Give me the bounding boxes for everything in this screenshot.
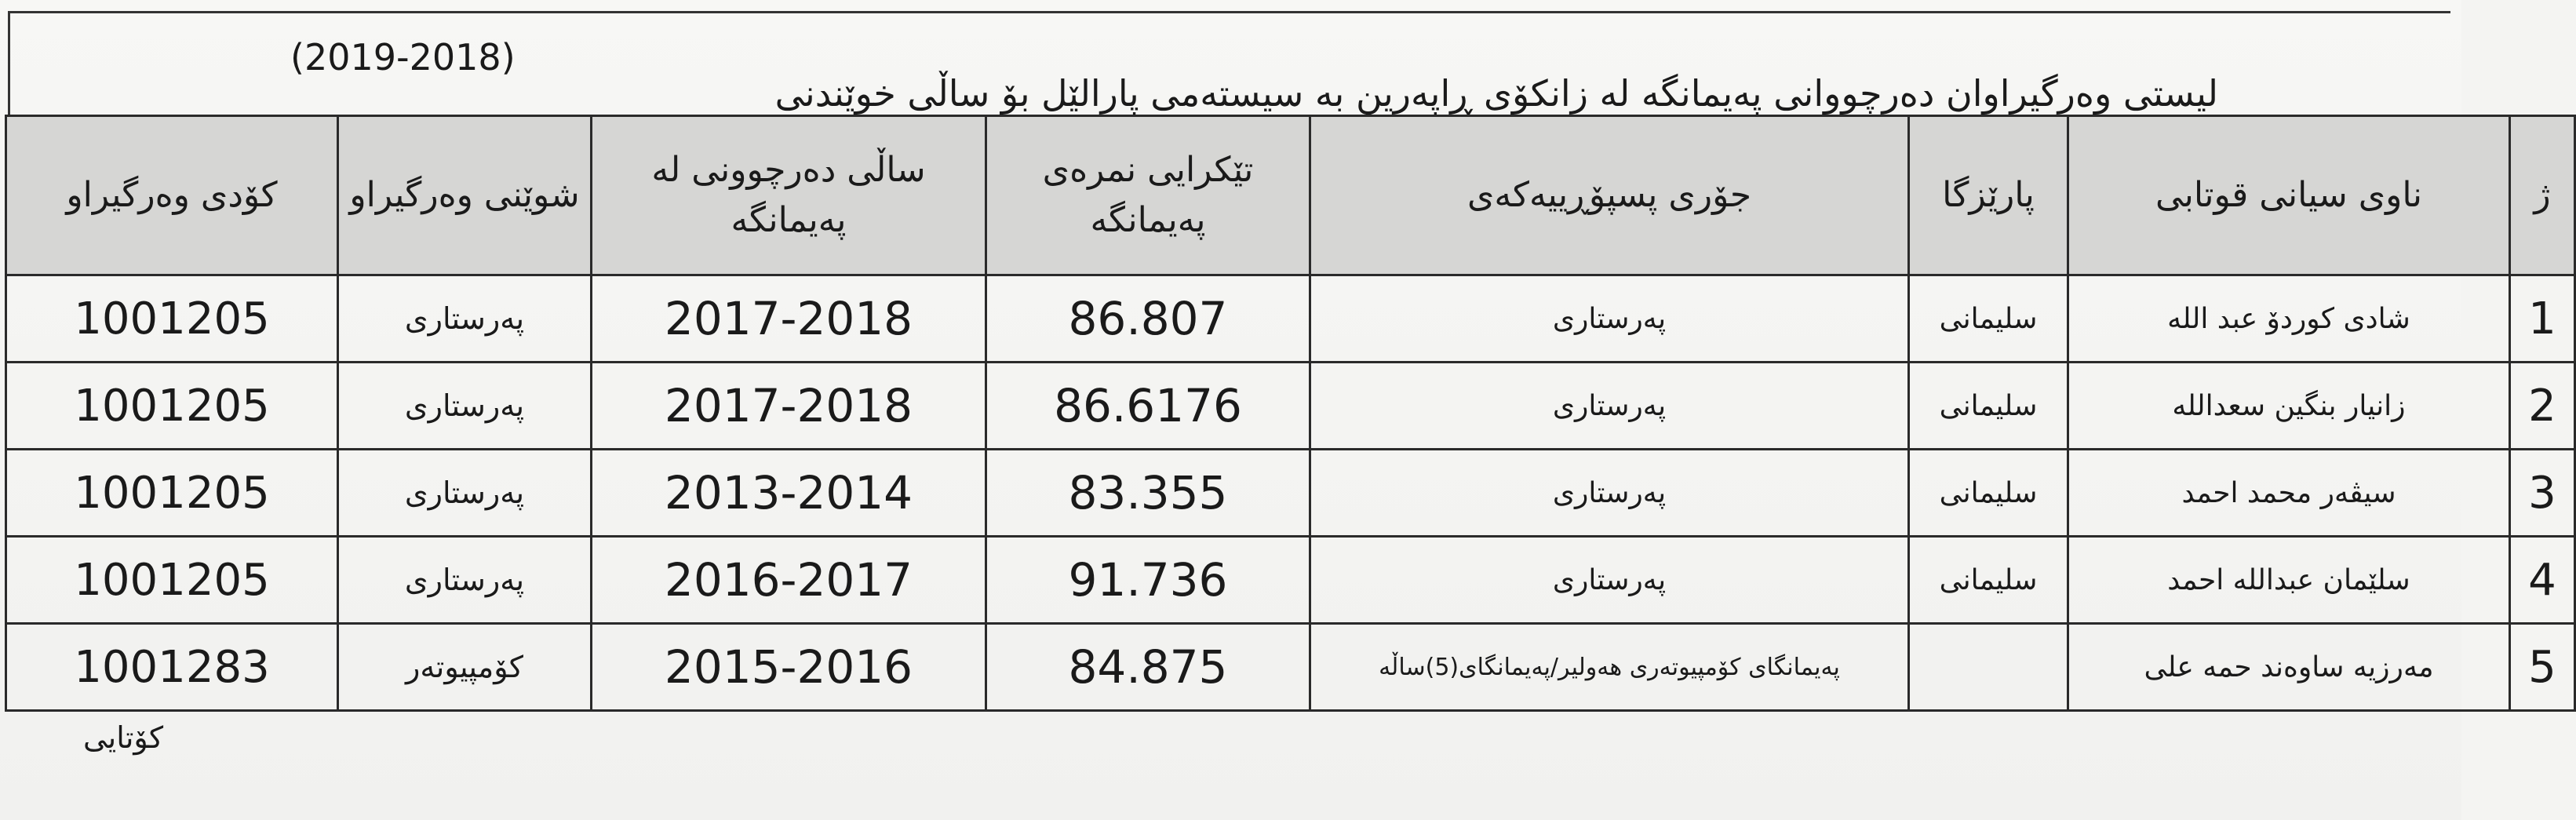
cell-placement: پەرستاری [338, 275, 592, 363]
cell-province: سلیمانی [1909, 537, 2068, 624]
cell-province: سلیمانی [1909, 450, 2068, 537]
table-row [6, 275, 2575, 363]
document-title: لیستی وەرگیراوان دەرچووانی پەیمانگە لە زانکۆی ڕاپەرین بە سیستەمی پارالێل بۆ ساڵی خوێندنی [774, 72, 2218, 115]
cell-number: 3 [2510, 450, 2575, 537]
header-code: کۆدی وەرگیراو [6, 116, 338, 275]
cell-province: سلیمانی [1909, 363, 2068, 450]
cell-code: 1001205 [6, 275, 338, 363]
cell-specialty: پەرستاری [1310, 275, 1909, 363]
header-specialty: جۆری پسپۆڕییەکەی [1310, 116, 1909, 275]
cell-placement: پەرستاری [338, 450, 592, 537]
cell-student-name: سیڤەر محمد احمد [2068, 450, 2510, 537]
cell-specialty: پەرستاری [1310, 537, 1909, 624]
cell-code: 1001283 [6, 624, 338, 711]
cell-number: 4 [2510, 537, 2575, 624]
cell-grade: 86.6176 [986, 363, 1310, 450]
table-header-row [6, 116, 2575, 275]
table-row [6, 537, 2575, 624]
header-placement: شوێنی وەرگیراو [338, 116, 592, 275]
cell-number: 2 [2510, 363, 2575, 450]
header-province: پارێزگا [1909, 116, 2068, 275]
cell-student-name: زانیار بنگین سعدالله [2068, 363, 2510, 450]
cell-specialty: پەرستاری [1310, 363, 1909, 450]
cell-graduation-year: 2017-2018 [592, 363, 986, 450]
cell-number: 5 [2510, 624, 2575, 711]
cell-placement: پەرستاری [338, 537, 592, 624]
cell-number: 1 [2510, 275, 2575, 363]
cell-student-name: شادی کوردۆ عبد الله [2068, 275, 2510, 363]
cell-graduation-year: 2017-2018 [592, 275, 986, 363]
table-row [6, 450, 2575, 537]
end-note: کۆتایی [83, 720, 164, 755]
cell-code: 1001205 [6, 450, 338, 537]
cell-placement: کۆمپیوتەر [338, 624, 592, 711]
cell-code: 1001205 [6, 363, 338, 450]
cell-province: سلیمانی [1909, 275, 2068, 363]
header-student-name: ناوی سیانی قوتابی [2068, 116, 2510, 275]
cell-specialty: پەیمانگای کۆمپیوتەری هەولیر/پەیمانگای(5)ساڵە [1310, 624, 1909, 711]
table-row [6, 363, 2575, 450]
header-grade: تێکرایی نمرەی پەیمانگە [986, 116, 1310, 275]
cell-grade: 83.355 [986, 450, 1310, 537]
cell-grade: 84.875 [986, 624, 1310, 711]
cell-placement: پەرستاری [338, 363, 592, 450]
cell-province [1909, 624, 2068, 711]
cell-graduation-year: 2015-2016 [592, 624, 986, 711]
cell-specialty: پەرستاری [1310, 450, 1909, 537]
cell-code: 1001205 [6, 537, 338, 624]
cell-grade: 91.736 [986, 537, 1310, 624]
cell-graduation-year: 2016-2017 [592, 537, 986, 624]
cell-grade: 86.807 [986, 275, 1310, 363]
academic-year: (2019-2018) [290, 36, 516, 78]
header-number: ژ [2510, 116, 2575, 275]
cell-student-name: مەرزیە ساوەند حمە علی [2068, 624, 2510, 711]
header-graduation-year: ساڵی دەرچوونی لە پەیمانگە [592, 116, 986, 275]
cell-graduation-year: 2013-2014 [592, 450, 986, 537]
cell-student-name: سلێمان عبداللە احمد [2068, 537, 2510, 624]
table-row [6, 624, 2575, 711]
admission-table [5, 115, 2576, 712]
